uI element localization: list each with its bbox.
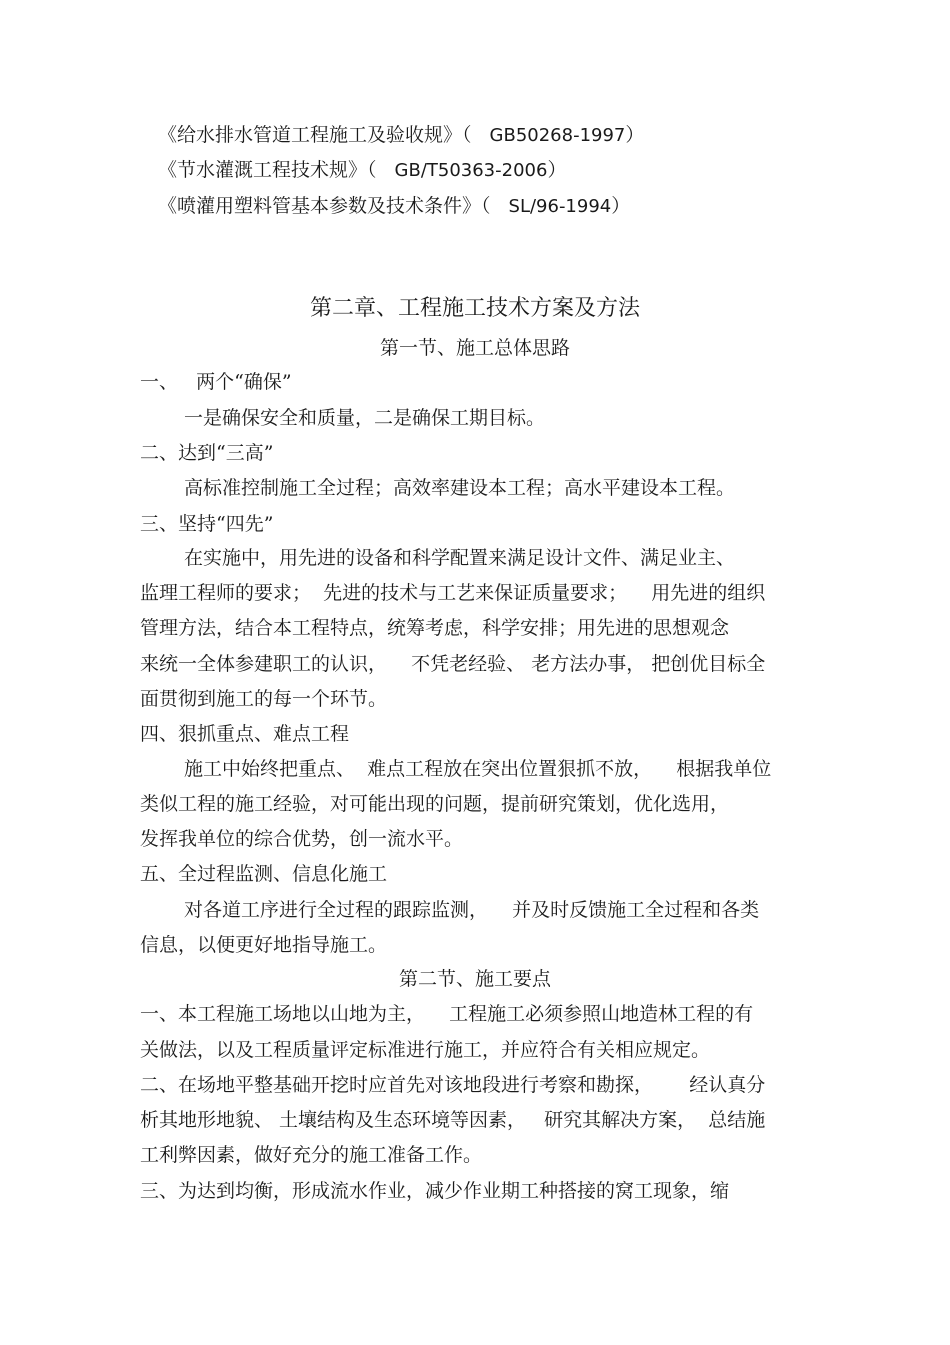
chapter-title: 第二章、工程施工技术方案及方法 — [309, 296, 640, 321]
point-2-line: 二、在场地平整基础开挖时应首先对该地段进行考察和勘探， 经认真分 — [140, 1074, 766, 1096]
point-2-line: 工利弊因素，做好充分的施工准备工作。 — [140, 1144, 483, 1166]
paragraph-4-line: 施工中始终把重点、 难点工程放在突出位置狠抓不放， 根据我单位 — [184, 758, 772, 780]
standard-close: ） — [547, 159, 567, 181]
paragraph-5-line: 对各道工序进行全过程的跟踪监测， 并及时反馈施工全过程和各类 — [184, 899, 760, 921]
paragraph-4-line: 发挥我单位的综合优势，创一流水平。 — [140, 828, 464, 850]
point-1-line: 关做法，以及工程质量评定标准进行施工，并应符合有关相应规定。 — [140, 1039, 711, 1061]
heading-2: 二、达到“三高” — [140, 442, 274, 464]
heading-4: 四、狠抓重点、难点工程 — [140, 723, 350, 745]
paragraph-3-line: 面贯彻到施工的每一个环节。 — [140, 688, 388, 710]
paragraph-4-line: 类似工程的施工经验，对可能出现的问题，提前研究策划，优化选用， — [140, 793, 730, 815]
point-1-line: 一、本工程施工场地以山地为主， 工程施工必须参照山地造林工程的有 — [140, 1003, 754, 1025]
standard-title: 《节水灌溉工程技术规》（ — [158, 159, 377, 181]
paragraph-3-line: 监理工程师的要求； 先进的技术与工艺来保证质量要求； 用先进的组织 — [140, 582, 766, 604]
point-3-line: 三、为达到均衡，形成流水作业，减少作业期工种搭接的窝工现象，缩 — [140, 1180, 730, 1202]
heading-1: 一、 两个“确保” — [140, 371, 292, 393]
point-2-line: 析其地形地貌、 土壤结构及生态环境等因素， 研究其解决方案， 总结施 — [140, 1109, 766, 1131]
standard-line-3 — [158, 193, 630, 220]
paragraph-3-line: 来统一全体参建职工的认识， 不凭老经验、 老方法办事， 把创优目标全 — [140, 653, 766, 675]
section-2-title: 第二节、施工要点 — [398, 968, 551, 990]
standard-code: SL/96-1994 — [508, 196, 612, 217]
paragraph-3-line: 管理方法，结合本工程特点，统筹考虑，科学安排；用先进的思想观念 — [140, 617, 730, 639]
paragraph-5-line: 信息，以便更好地指导施工。 — [140, 934, 388, 956]
standard-title: 《给水排水管道工程施工及验收规》（ — [158, 124, 472, 146]
heading-5: 五、全过程监测、信息化施工 — [140, 863, 388, 885]
standard-title: 《喷灌用塑料管基本参数及技术条件》（ — [158, 195, 491, 217]
standard-close: ） — [611, 195, 631, 217]
standard-code: GB/T50363-2006 — [394, 160, 548, 181]
standard-code: GB50268-1997 — [489, 125, 626, 146]
paragraph-2: 高标准控制施工全过程；高效率建设本工程；高水平建设本工程。 — [184, 477, 736, 499]
standard-close: ） — [625, 124, 645, 146]
paragraph-3-line: 在实施中，用先进的设备和科学配置来满足设计文件、满足业主、 — [184, 547, 736, 569]
heading-3: 三、坚持“四先” — [140, 513, 274, 535]
standard-line-2 — [158, 157, 566, 184]
paragraph-1: 一是确保安全和质量，二是确保工期目标。 — [184, 407, 546, 429]
section-1-title: 第一节、施工总体思路 — [379, 337, 570, 359]
standard-line-1 — [158, 122, 644, 149]
